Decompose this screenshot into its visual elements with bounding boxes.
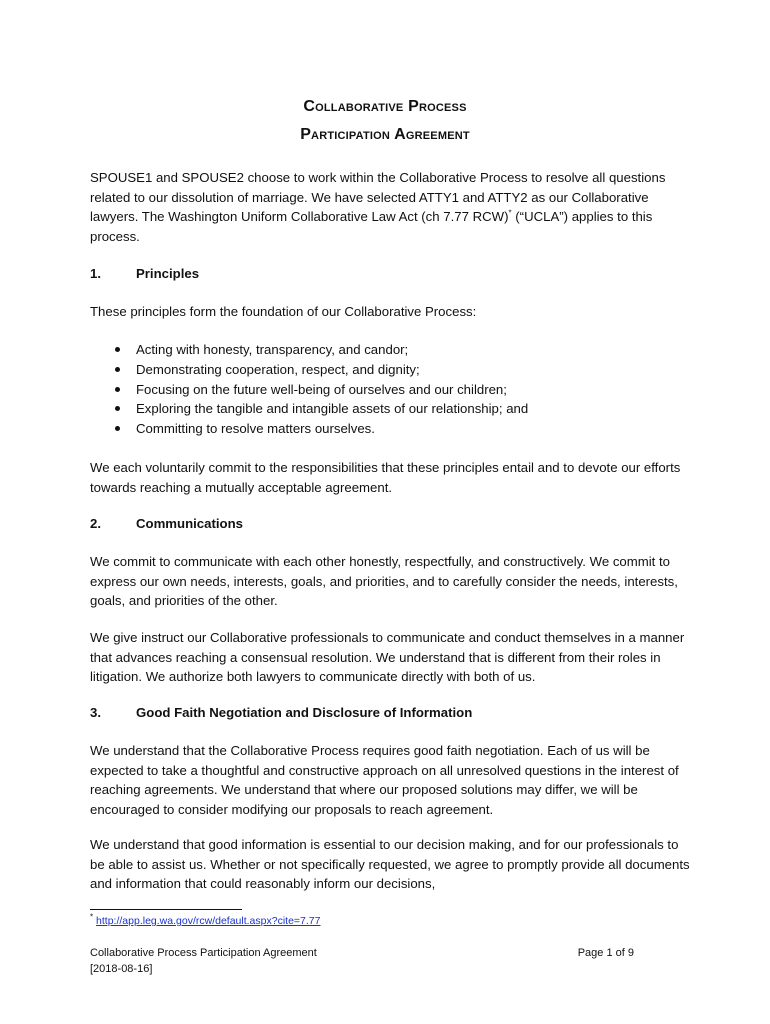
section-3-title: Good Faith Negotiation and Disclosure of Information: [136, 705, 473, 720]
list-item: [112, 360, 528, 380]
page-number: Page 1 of 9: [577, 947, 634, 959]
footnote-divider: [90, 909, 242, 910]
section-2-paragraph-1: We commit to communicate with each other honestly, respectfully, and constructively. We commit to express our own needs, interests, goals, and priorities, and to carefully consider the needs, interests, goals, and priorities of the other.: [90, 554, 678, 609]
intro-paragraph: [90, 168, 690, 246]
section-2-number: 2.: [90, 516, 101, 531]
intro-text: SPOUSE1 and SPOUSE2 choose to work within the Collaborative Process to resolve all questions related to our dissolution of marriage. We have selected ATTY1 and ATTY2 as our Collaborative lawyers. The Washington Uniform Collaborative Law Act (ch 7.77 RCW): [90, 170, 666, 225]
list-item: [112, 419, 528, 439]
bullet-icon: [115, 347, 120, 352]
footnote-link[interactable]: http://app.leg.wa.gov/rcw/default.aspx?cite=7.77: [96, 915, 321, 927]
document-title-line1: Collaborative Process: [303, 98, 467, 115]
footnote-reference: *: [508, 208, 512, 218]
list-item: [112, 340, 528, 360]
list-item: [112, 399, 528, 419]
section-3-heading: [90, 703, 472, 722]
bullet-icon: [115, 387, 120, 392]
footer-date: [2018-08-16]: [90, 963, 153, 975]
list-item-text: Demonstrating cooperation, respect, and dignity;: [136, 361, 420, 377]
list-item-text: Committing to resolve matters ourselves.: [136, 421, 375, 437]
bullet-icon: [115, 367, 120, 372]
section-1-closing: We each voluntarily commit to the responsibilities that these principles entail and to devote our efforts towards reaching a mutually acceptable agreement.: [90, 460, 681, 495]
footnote: [90, 914, 320, 928]
list-item-text: Focusing on the future well-being of ourselves and our children;: [136, 381, 507, 397]
list-item: [112, 380, 528, 400]
section-1-heading: [90, 264, 199, 283]
document-title-line2: Participation Agreement: [300, 126, 470, 143]
footnote-mark: *: [90, 912, 94, 922]
page-footer-left: [90, 945, 317, 977]
bullet-icon: [115, 426, 120, 431]
bullet-icon: [115, 406, 120, 411]
section-2-title: Communications: [136, 516, 243, 531]
footer-document-name: Collaborative Process Participation Agreement: [90, 947, 317, 959]
section-1-lead: These principles form the foundation of our Collaborative Process:: [90, 304, 477, 319]
section-2-heading: [90, 514, 243, 533]
principles-list: [112, 340, 528, 439]
list-item-text: Acting with honesty, transparency, and candor;: [136, 342, 409, 357]
intro-text-tail: (“UCLA”) applies to this process.: [90, 209, 653, 244]
section-2-paragraph-2: We give instruct our Collaborative professionals to communicate and conduct themselves in a manner that advances reaching a consensual resolution. We understand that is different from their roles in litigation. We authorize both lawyers to communicate directly with both of us.: [90, 630, 685, 685]
section-1-title: Principles: [136, 266, 200, 281]
section-3-paragraph-1: We understand that the Collaborative Process requires good faith negotiation. Each of us will be expected to take a thoughtful and constructive approach on all unresolved questions in the interest of reaching agreements. We understand that where our proposed solutions may differ, we will be encouraged to consider modifying our proposals to reach agreement.: [90, 743, 679, 817]
section-3-number: 3.: [90, 705, 101, 720]
list-item-text: Exploring the tangible and intangible assets of our relationship; and: [136, 401, 529, 417]
section-3-paragraph-2: We understand that good information is essential to our decision making, and for our professionals to be able to assist us. Whether or not specifically requested, we agree to promptly provide all documents and information that could reasonably inform our decisions,: [90, 837, 690, 892]
section-1-number: 1.: [90, 266, 101, 281]
